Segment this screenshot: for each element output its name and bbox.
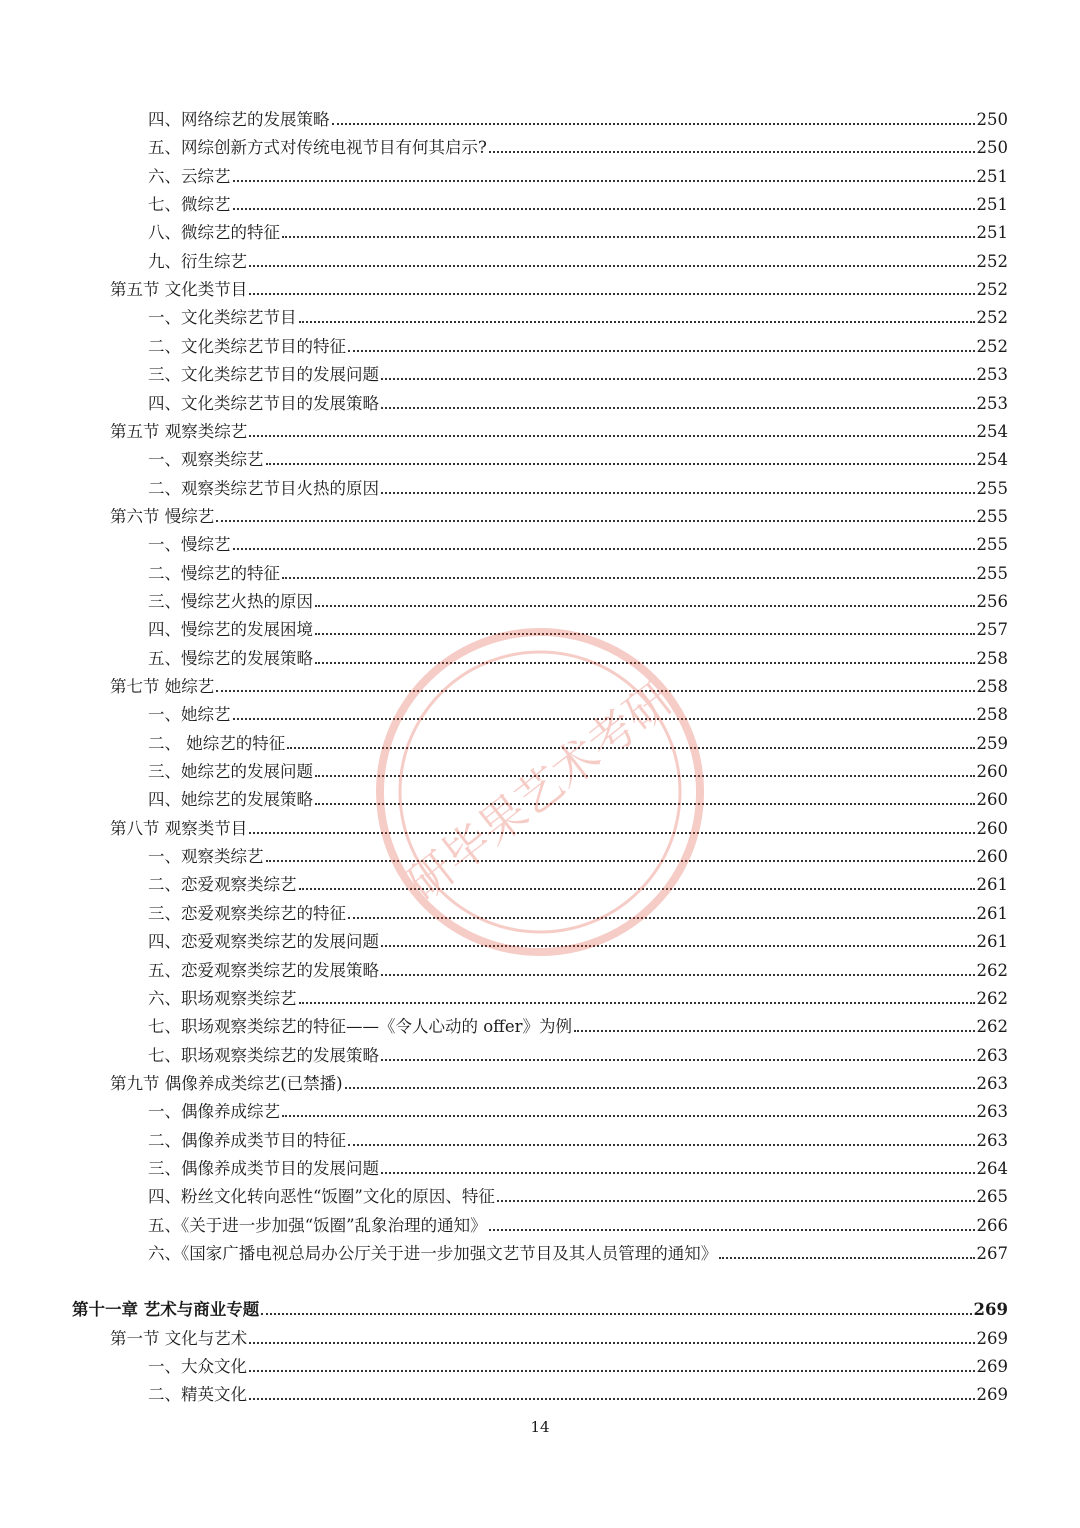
dot-leader: [249, 265, 975, 267]
toc-entry-page: 262: [976, 1017, 1008, 1036]
toc-entry-page: 265: [976, 1187, 1008, 1206]
toc-entry[interactable]: [148, 896, 1008, 924]
toc-entry-page: 263: [976, 1046, 1008, 1065]
toc-entry[interactable]: [148, 754, 1008, 782]
dot-leader: [299, 888, 975, 890]
dot-leader: [287, 747, 974, 749]
toc-entry[interactable]: [148, 1123, 1008, 1151]
toc-entry[interactable]: [148, 1377, 1008, 1405]
toc-entry-page: 255: [976, 535, 1008, 554]
dot-leader: [282, 1115, 975, 1117]
toc-entry-title: 第十一章 艺术与商业专题: [72, 1300, 260, 1319]
toc-entry-page: 253: [976, 394, 1008, 413]
toc-entry-page: 252: [976, 337, 1008, 356]
toc-entry-page: 261: [976, 932, 1008, 951]
dot-leader: [332, 123, 975, 125]
dot-leader: [315, 803, 975, 805]
toc-entry-page: 263: [976, 1131, 1008, 1150]
toc-entry[interactable]: [148, 612, 1008, 640]
toc-entry-title: 二、慢综艺的特征: [148, 564, 280, 583]
toc-entry[interactable]: [148, 867, 1008, 895]
toc-entry-title: 一、大众文化: [148, 1357, 247, 1376]
toc-entry-page: 263: [976, 1074, 1008, 1093]
toc-entry-page: 252: [976, 308, 1008, 327]
toc-entry[interactable]: [148, 1236, 1008, 1264]
toc-entry[interactable]: [148, 1038, 1008, 1066]
dot-leader: [497, 1200, 975, 1202]
dot-leader: [282, 236, 975, 238]
dot-leader: [249, 435, 974, 437]
toc-entry-title: 二、观察类综艺节目火热的原因: [148, 479, 379, 498]
dot-leader: [381, 492, 975, 494]
dot-leader: [381, 1059, 975, 1061]
toc-entry[interactable]: [148, 556, 1008, 584]
toc-entry-page: 260: [976, 762, 1008, 781]
toc-entry-title: 第八节 观察类节目: [110, 819, 248, 838]
toc-entry-title: 一、偶像养成综艺: [148, 1102, 280, 1121]
dot-leader: [266, 860, 975, 862]
toc-entry-title: 五、网综创新方式对传统电视节目有何其启示?: [148, 138, 487, 157]
dot-leader: [249, 832, 974, 834]
toc-entry-title: 四、恋爱观察类综艺的发展问题: [148, 932, 379, 951]
toc-entry[interactable]: [148, 102, 1008, 130]
toc-entry[interactable]: [148, 1009, 1008, 1037]
dot-leader: [299, 321, 975, 323]
toc-entry-page: 253: [976, 365, 1008, 384]
toc-entry[interactable]: [72, 1292, 1008, 1320]
toc-entry-title: 一、慢综艺: [148, 535, 231, 554]
toc-entry[interactable]: [148, 442, 1008, 470]
toc-entry-title: 三、恋爱观察类综艺的特征: [148, 904, 346, 923]
toc-entry[interactable]: [110, 811, 1008, 839]
toc-entry-title: 七、职场观察类综艺的发展策略: [148, 1046, 379, 1065]
dot-leader: [381, 407, 975, 409]
toc-entry[interactable]: [110, 669, 1008, 697]
toc-entry[interactable]: [148, 584, 1008, 612]
toc-entry[interactable]: [148, 953, 1008, 981]
toc-entry-page: 264: [976, 1159, 1008, 1178]
toc-entry-page: 266: [976, 1216, 1008, 1235]
toc-entry[interactable]: [148, 782, 1008, 810]
toc-entry[interactable]: [148, 1179, 1008, 1207]
dot-leader: [381, 1172, 975, 1174]
toc-entry[interactable]: [148, 159, 1008, 187]
toc-entry-title: 三、文化类综艺节目的发展问题: [148, 365, 379, 384]
dot-leader: [249, 1370, 975, 1372]
toc-entry-page: 260: [976, 847, 1008, 866]
dot-leader: [345, 1087, 975, 1089]
toc-entry-page: 257: [976, 620, 1008, 639]
toc-entry-page: 250: [976, 110, 1008, 129]
dot-leader: [233, 208, 975, 210]
dot-leader: [233, 548, 975, 550]
toc-entry-page: 252: [976, 280, 1008, 299]
toc-entry[interactable]: [148, 924, 1008, 952]
toc-entry-title: 二、恋爱观察类综艺: [148, 875, 297, 894]
dot-leader: [348, 1144, 975, 1146]
toc-entry-title: 四、她综艺的发展策略: [148, 790, 313, 809]
dot-leader: [315, 605, 975, 607]
toc-entry-title: 第五节 观察类综艺: [110, 422, 248, 441]
dot-leader: [381, 974, 975, 976]
dot-leader: [574, 1030, 974, 1032]
toc-entry-title: 一、观察类综艺: [148, 847, 264, 866]
dot-leader: [315, 633, 975, 635]
toc-entry[interactable]: [148, 1349, 1008, 1377]
toc-entry-page: 254: [976, 422, 1008, 441]
toc-entry-title: 一、她综艺: [148, 705, 231, 724]
toc-entry[interactable]: [110, 1066, 1008, 1094]
toc-entry[interactable]: [148, 726, 1008, 754]
toc-entry-title: 第六节 慢综艺: [110, 507, 215, 526]
toc-entry[interactable]: [110, 272, 1008, 300]
dot-leader: [249, 1342, 974, 1344]
toc-entry[interactable]: [148, 839, 1008, 867]
toc-entry[interactable]: [148, 1151, 1008, 1179]
dot-leader: [489, 151, 975, 153]
toc-entry[interactable]: [148, 1208, 1008, 1236]
toc-entry[interactable]: [110, 1321, 1008, 1349]
toc-entry-title: 四、慢综艺的发展困境: [148, 620, 313, 639]
page-number: 14: [530, 1418, 550, 1436]
toc-entry-page: 269: [976, 1385, 1008, 1404]
toc-entry-title: 一、观察类综艺: [148, 450, 264, 469]
toc-entry-title: 二、 她综艺的特征: [148, 734, 286, 753]
toc-entry-page: 262: [976, 961, 1008, 980]
dot-leader: [381, 945, 975, 947]
toc-entry-page: 260: [976, 790, 1008, 809]
toc-entry-title: 第九节 偶像养成类综艺(已禁播): [110, 1074, 343, 1093]
dot-leader: [299, 1002, 975, 1004]
dot-leader: [315, 662, 975, 664]
dot-leader: [216, 690, 974, 692]
toc-entry-page: 252: [976, 252, 1008, 271]
toc-entry[interactable]: [110, 414, 1008, 442]
toc-entry-title: 五、恋爱观察类综艺的发展策略: [148, 961, 379, 980]
toc-entry-title: 五、《关于进一步加强“饭圈”乱象治理的通知》: [148, 1216, 487, 1235]
toc-entry[interactable]: [148, 300, 1008, 328]
toc-entry-page: 251: [976, 167, 1008, 186]
toc-entry[interactable]: [148, 471, 1008, 499]
toc-entry-title: 二、偶像养成类节目的特征: [148, 1131, 346, 1150]
dot-leader: [249, 1398, 975, 1400]
toc-entry-page: 255: [976, 507, 1008, 526]
toc-entry-page: 251: [976, 195, 1008, 214]
dot-leader: [261, 1313, 971, 1315]
dot-leader: [216, 520, 974, 522]
toc-entry[interactable]: [148, 357, 1008, 385]
toc-entry-title: 六、《国家广播电视总局办公厅关于进一步加强文艺节目及其人员管理的通知》: [148, 1244, 718, 1263]
dot-leader: [249, 293, 974, 295]
toc-entry-title: 六、职场观察类综艺: [148, 989, 297, 1008]
toc-entry-page: 269: [973, 1300, 1008, 1319]
toc-entry[interactable]: [148, 386, 1008, 414]
toc-entry-page: 261: [976, 875, 1008, 894]
toc-entry-page: 258: [976, 649, 1008, 668]
dot-leader: [381, 378, 975, 380]
dot-leader: [348, 350, 975, 352]
toc-entry[interactable]: [148, 187, 1008, 215]
toc-entry-title: 七、职场观察类综艺的特征——《令人心动的 offer》为例: [148, 1017, 573, 1036]
toc-entry-page: 261: [976, 904, 1008, 923]
toc-entry[interactable]: [148, 641, 1008, 669]
toc-entry[interactable]: [148, 697, 1008, 725]
toc-entry-title: 一、文化类综艺节目: [148, 308, 297, 327]
toc-entry-page: 269: [976, 1357, 1008, 1376]
watermark-text: 研毕果艺术考研: [395, 670, 683, 912]
dot-leader: [282, 577, 975, 579]
dot-leader: [348, 917, 975, 919]
toc-entry-page: 258: [976, 677, 1008, 696]
toc-entry[interactable]: [148, 244, 1008, 272]
toc-entry[interactable]: [148, 215, 1008, 243]
toc-entry-title: 六、云综艺: [148, 167, 231, 186]
toc-entry-page: 254: [976, 450, 1008, 469]
dot-leader: [233, 180, 975, 182]
toc-entry-title: 九、衍生综艺: [148, 252, 247, 271]
toc-entry-title: 四、网络综艺的发展策略: [148, 110, 330, 129]
dot-leader: [233, 718, 975, 720]
toc-entry-title: 第五节 文化类节目: [110, 280, 248, 299]
toc-entry-title: 四、粉丝文化转向恶性“饭圈”文化的原因、特征: [148, 1187, 495, 1206]
toc-entry-page: 263: [976, 1102, 1008, 1121]
toc-entry-title: 三、慢综艺火热的原因: [148, 592, 313, 611]
toc-entry-title: 八、微综艺的特征: [148, 223, 280, 242]
dot-leader: [719, 1257, 974, 1259]
toc-entry-title: 第七节 她综艺: [110, 677, 215, 696]
toc-entry[interactable]: [148, 981, 1008, 1009]
toc-entry-title: 三、她综艺的发展问题: [148, 762, 313, 781]
toc-entry[interactable]: [148, 130, 1008, 158]
dot-leader: [489, 1229, 975, 1231]
toc-entry-page: 262: [976, 989, 1008, 1008]
dot-leader: [266, 463, 975, 465]
toc-entry-title: 三、偶像养成类节目的发展问题: [148, 1159, 379, 1178]
toc-entry[interactable]: [148, 329, 1008, 357]
toc-entry-title: 七、微综艺: [148, 195, 231, 214]
toc-entry-page: 255: [976, 564, 1008, 583]
toc-entry[interactable]: [110, 499, 1008, 527]
toc-entry-title: 二、文化类综艺节目的特征: [148, 337, 346, 356]
toc-entry-title: 五、慢综艺的发展策略: [148, 649, 313, 668]
toc-entry-page: 258: [976, 705, 1008, 724]
toc-entry-page: 259: [976, 734, 1008, 753]
toc-entry-page: 251: [976, 223, 1008, 242]
toc-entry-title: 第一节 文化与艺术: [110, 1329, 248, 1348]
toc-entry-page: 269: [976, 1329, 1008, 1348]
toc-entry-page: 267: [976, 1244, 1008, 1263]
toc-entry-page: 250: [976, 138, 1008, 157]
toc-entry[interactable]: [148, 1094, 1008, 1122]
toc-entry-page: 255: [976, 479, 1008, 498]
toc-entry[interactable]: [148, 527, 1008, 555]
toc-entry-title: 二、精英文化: [148, 1385, 247, 1404]
toc-entry-page: 256: [976, 592, 1008, 611]
dot-leader: [315, 775, 975, 777]
toc-entry-title: 四、文化类综艺节目的发展策略: [148, 394, 379, 413]
toc-entry-page: 260: [976, 819, 1008, 838]
